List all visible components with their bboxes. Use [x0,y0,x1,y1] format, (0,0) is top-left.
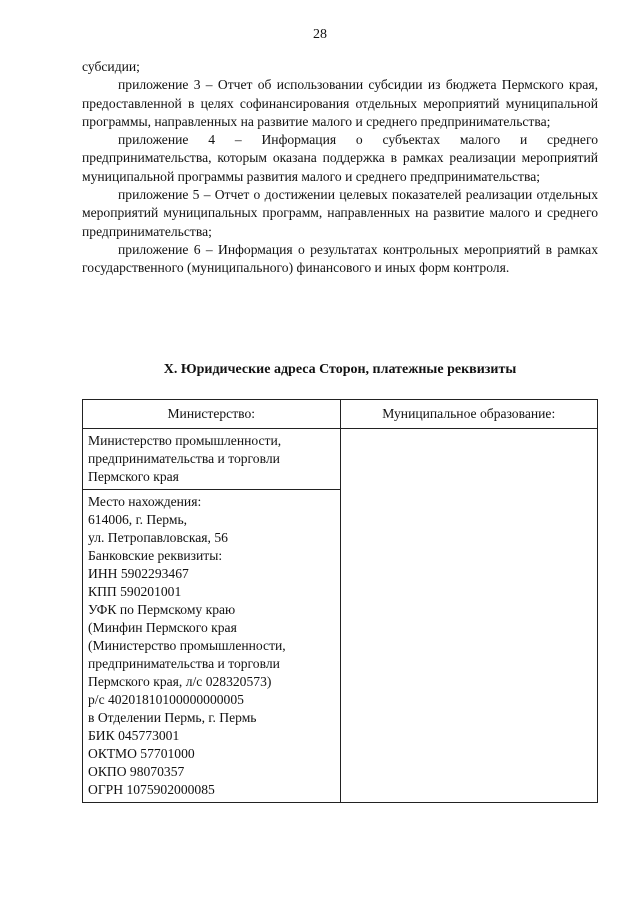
detail-line: 614006, г. Пермь, [88,512,188,527]
detail-line: ОГРН 1075902000085 [88,782,215,797]
paragraph: приложение 4 – Информация о субъектах малого и среднего предпринимательства, которым оказана поддержка в рамках реализации мероприятий муниципальной программы развития малого и среднего предпринимательства; [82,132,598,184]
detail-line: БИК 045773001 [88,728,180,743]
municipality-cell [340,429,598,803]
table-row [83,429,598,490]
section-heading: X. Юридические адреса Сторон, платежные реквизиты [163,362,517,377]
ministry-name-line: Министерство промышленности, [88,433,282,448]
table-header-row [83,400,598,429]
detail-line: Место нахождения: [88,494,202,509]
detail-line: КПП 590201001 [88,584,182,599]
ministry-details-cell [83,490,341,803]
detail-line: ул. Петропавловская, 56 [88,530,228,545]
requisites-table [82,399,598,803]
ministry-name-line: предпринимательства и торговли [88,451,280,466]
ministry-name-cell [83,429,341,490]
header-cell-municipality: Муниципальное образование: [340,400,598,429]
detail-line: Банковские реквизиты: [88,548,223,563]
detail-line: ОКПО 98070357 [88,764,185,779]
detail-line: (Минфин Пермского края [88,620,237,635]
detail-line: УФК по Пермскому краю [88,602,236,617]
detail-line: предпринимательства и торговли [88,656,280,671]
detail-line: р/с 40201810100000000005 [88,692,244,707]
detail-line: (Министерство промышленности, [88,638,286,653]
ministry-name-line: Пермского края [88,469,179,484]
header-cell-ministry: Министерство: [83,400,341,429]
detail-line: в Отделении Пермь, г. Пермь [88,710,257,725]
detail-line: ОКТМО 57701000 [88,746,195,761]
paragraph: приложение 6 – Информация о результатах контрольных мероприятий в рамках государственного (муниципального) финансового и иных форм контроля. [82,241,598,276]
detail-line: ИНН 5902293467 [88,566,189,581]
page-number: 28 [313,27,327,42]
detail-line: Пермского края, л/с 028320573) [88,674,272,689]
body-text [82,58,598,278]
paragraph: приложение 5 – Отчет о достижении целевых показателей реализации отдельных мероприятий муниципальных программ, направленных на развитие малого и среднего предпринимательства; [82,187,598,239]
paragraph: приложение 3 – Отчет об использовании субсидии из бюджета Пермского края, предоставленной в целях софинансирования отдельных мероприятий муниципальной программы, направленных на развитие малого и среднего предпринимательства; [82,77,598,129]
paragraph: субсидии; [82,59,140,74]
